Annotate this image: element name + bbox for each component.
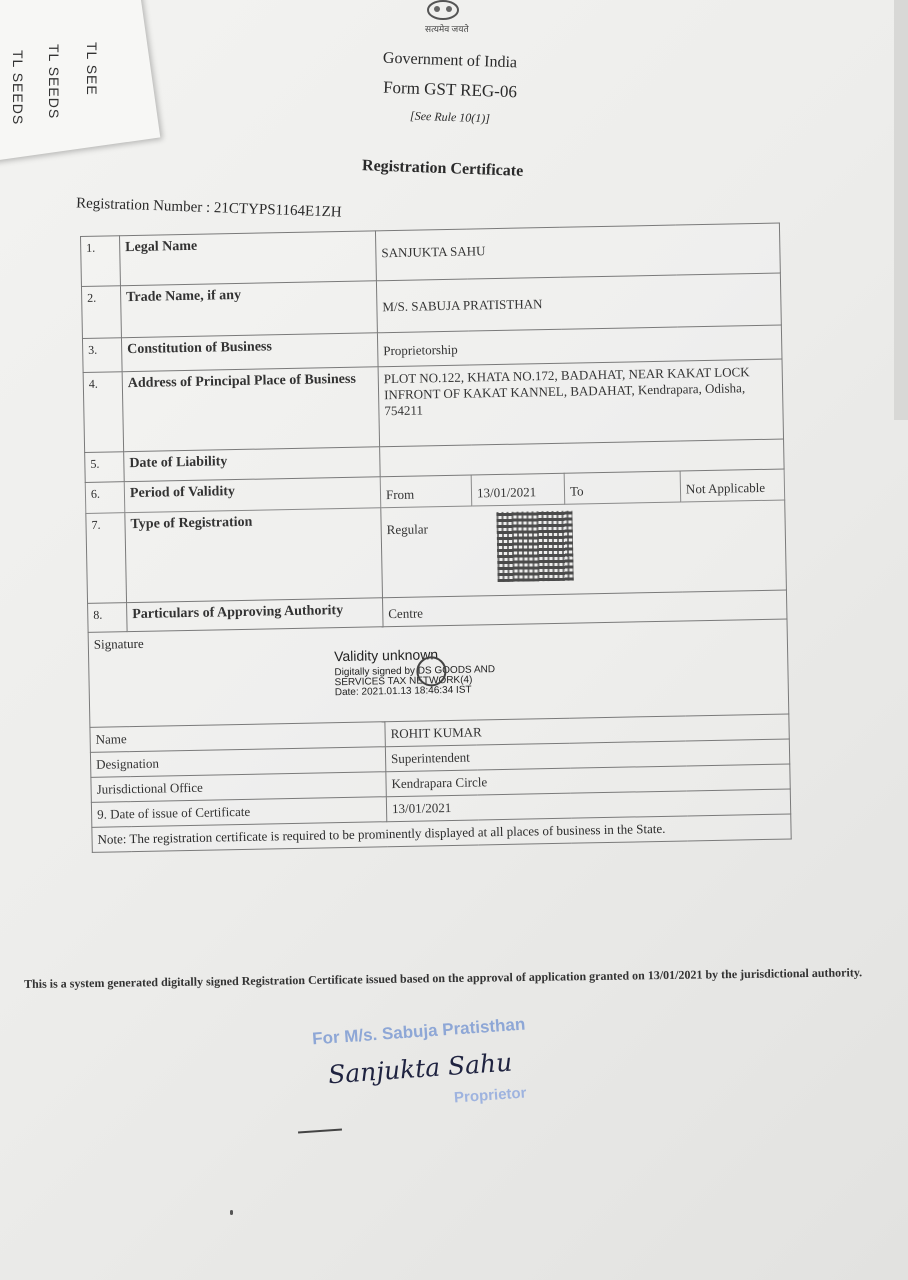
officer-label: Jurisdictional Office: [91, 772, 386, 803]
government-heading: Government of India: [382, 49, 518, 72]
issue-date-value: 13/01/2021: [386, 789, 790, 822]
note-text: Note: The registration certificate is required to be prominently displayed at all places of business in the State.: [92, 814, 791, 852]
officer-name-value: ROHIT KUMAR: [385, 714, 789, 747]
officer-label: 9. Date of issue of Certificate: [91, 797, 386, 828]
signature-validity: Validity unknown: [333, 646, 439, 665]
paper-speck: [230, 1210, 233, 1215]
row-number: 8.: [88, 603, 128, 633]
signature-date: Date: 2021.01.13 18:46:34 IST: [334, 684, 472, 699]
approving-authority-value: Centre: [383, 590, 787, 627]
table-row: [86, 500, 787, 603]
row-number: 3.: [82, 338, 122, 373]
signature-cell: [88, 619, 789, 727]
officer-label: Name: [90, 722, 385, 753]
footer-statement: This is a system generated digitally signed Registration Certificate issued based on the approval of application granted on 13/01/2021 by the jurisdictional authority.: [23, 965, 863, 991]
row-number: 5.: [85, 452, 125, 483]
address-value: PLOT NO.122, KHATA NO.172, BADAHAT, NEAR KAKAT LOCK INFRONT OF KAKAT KANNEL, BADAHAT, Kendrapara, Odisha, 754211: [378, 359, 783, 447]
rule-reference: [See Rule 10(1)]: [409, 108, 491, 126]
qr-code: [496, 511, 573, 582]
validity-from-value: 13/01/2021: [471, 473, 565, 506]
row-label: Type of Registration: [125, 508, 383, 603]
side-tab-label: TL SEEDS: [10, 50, 26, 126]
pen-mark: [298, 1128, 342, 1133]
signature-row: [88, 619, 789, 727]
trade-name-value: M/S. SABUJA PRATISTHAN: [376, 273, 781, 333]
validity-to-value: Not Applicable: [680, 469, 785, 502]
handwritten-signature: Sanjukta Sahu: [327, 1047, 514, 1090]
emblem-icon: [425, 0, 461, 20]
form-number: Form GST REG-06: [382, 77, 518, 102]
row-label: Date of Liability: [124, 447, 381, 482]
company-stamp: For M/s. Sabuja Pratisthan: [311, 1014, 526, 1049]
signature-signed-by: Digitally signed by DS GOODS AND: [334, 664, 496, 679]
signature-org: SERVICES TAX NETWORK(4): [334, 674, 473, 689]
row-number: 6.: [85, 482, 125, 514]
jurisdictional-office-value: Kendrapara Circle: [386, 764, 790, 797]
adjacent-paper-edge: [894, 0, 908, 420]
side-tab-label: TL SEE: [84, 42, 100, 96]
certificate-table: [80, 223, 792, 853]
officer-label: Designation: [90, 747, 385, 778]
constitution-value: Proprietorship: [377, 325, 782, 367]
side-tab-label: TL SEEDS: [46, 44, 62, 120]
emblem-caption: सत्यमेव जयते: [425, 24, 469, 34]
digital-signature: [334, 645, 496, 698]
row-number: 2.: [81, 286, 121, 339]
row-label: Legal Name: [120, 231, 377, 286]
row-label: Constitution of Business: [121, 333, 378, 372]
row-label: Trade Name, if any: [120, 281, 377, 338]
row-number: 1.: [81, 236, 121, 287]
certificate-title: Registration Certificate: [361, 157, 524, 180]
validity-from-label: From: [380, 475, 472, 508]
registration-number: Registration Number : 21CTYPS1164E1ZH: [75, 195, 342, 221]
registration-type-value: Regular: [386, 521, 428, 538]
signature-label: Signature: [93, 635, 144, 652]
row-number: 4.: [83, 372, 124, 453]
table-row: [83, 359, 783, 452]
row-label: Period of Validity: [124, 477, 381, 513]
row-number: 7.: [86, 513, 127, 604]
proprietor-stamp: Proprietor: [453, 1084, 528, 1107]
legal-name-value: SANJUKTA SAHU: [375, 223, 780, 281]
validity-to-label: To: [564, 471, 681, 504]
row-label: Address of Principal Place of Business: [122, 367, 379, 452]
designation-value: Superintendent: [385, 739, 789, 772]
row-label: Particulars of Approving Authority: [127, 598, 384, 632]
